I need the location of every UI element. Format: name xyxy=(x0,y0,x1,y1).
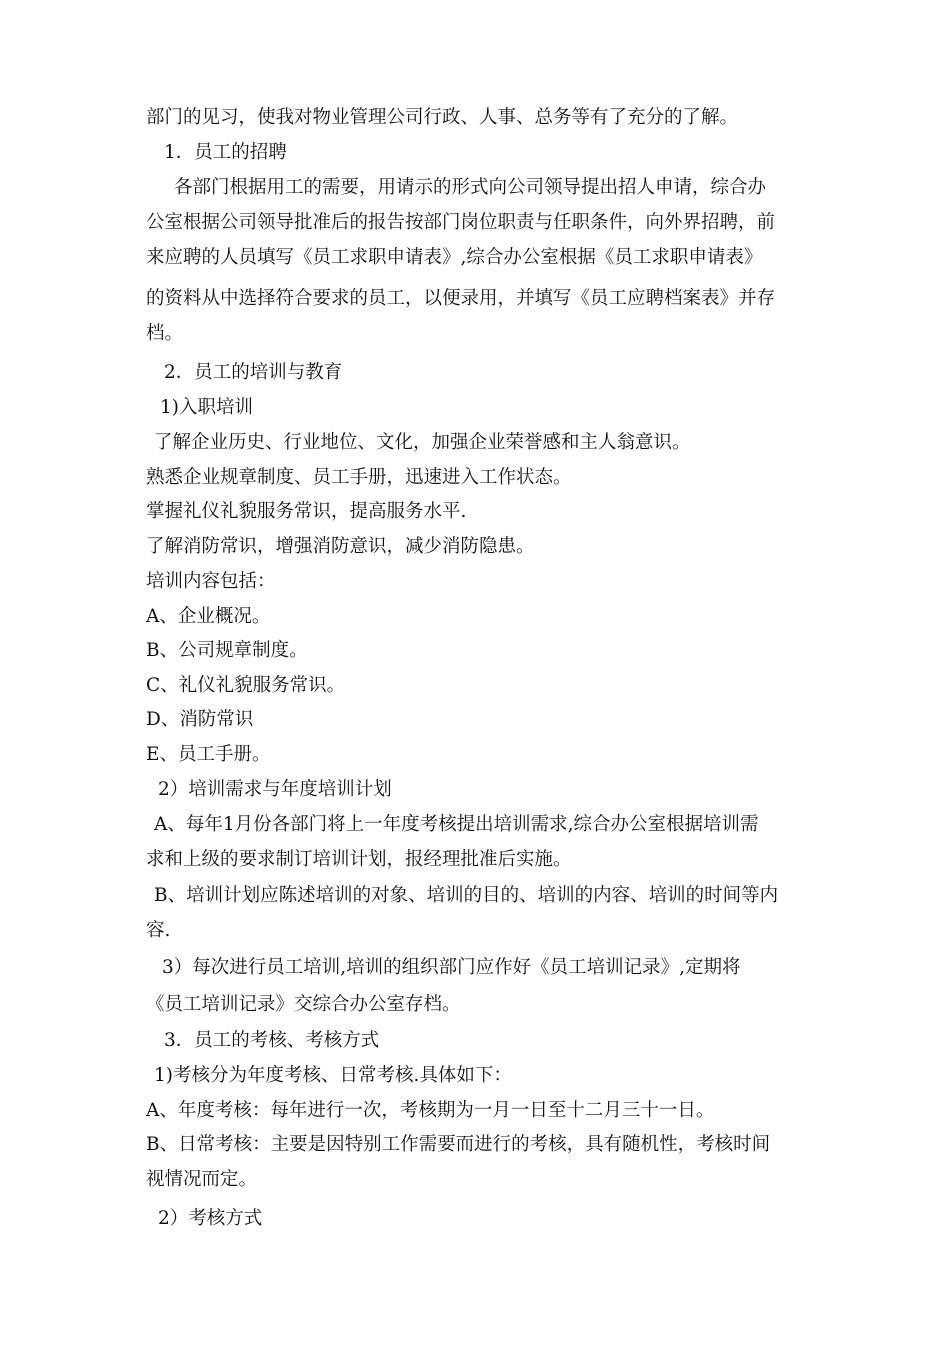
list-item: E、员工手册。 xyxy=(146,744,271,765)
paragraph-line: 《员工培训记录》交综合办公室存档。 xyxy=(146,994,461,1015)
paragraph-line: 掌握礼仪礼貌服务常识，提高服务水平. xyxy=(146,501,467,522)
paragraph-line: 来应聘的人员填写《员工求职申请表》,综合办公室根据《员工求职申请表》 xyxy=(146,247,763,268)
subsection-heading: 1)考核分为年度考核、日常考核.具体如下： xyxy=(154,1065,512,1086)
list-item: B、日常考核：主要是因特别工作需要而进行的考核，具有随机性，考核时间 xyxy=(146,1134,771,1155)
paragraph-line: 容. xyxy=(146,920,171,941)
paragraph-line: 3）每次进行员工培训,培训的组织部门应作好《员工培训记录》,定期将 xyxy=(162,957,741,978)
paragraph-line: A、每年1月份各部门将上一年度考核提出培训需求,综合办公室根据培训需 xyxy=(154,814,759,835)
subsection-heading: 1)入职培训 xyxy=(160,397,253,418)
paragraph-line: 档。 xyxy=(146,323,184,344)
paragraph-line: 培训内容包括： xyxy=(146,571,276,592)
subsection-heading: 2）考核方式 xyxy=(158,1208,263,1229)
section-heading: 2．员工的培训与教育 xyxy=(164,362,343,383)
paragraph-line: 的资料从中选择符合要求的员工，以便录用，并填写《员工应聘档案表》并存 xyxy=(146,288,776,309)
paragraph-line: 部门的见习，使我对物业管理公司行政、人事、总务等有了充分的了解。 xyxy=(146,107,739,128)
paragraph-line: 公室根据公司领导批准后的报告按部门岗位职责与任职条件，向外界招聘，前 xyxy=(146,212,776,233)
paragraph-line: 了解企业历史、行业地位、文化，加强企业荣誉感和主人翁意识。 xyxy=(154,432,691,453)
list-item: A、年度考核：每年进行一次，考核期为一月一日至十二月三十一日。 xyxy=(146,1100,715,1121)
list-item: D、消防常识 xyxy=(146,709,254,730)
paragraph-line: 熟悉企业规章制度、员工手册，迅速进入工作状态。 xyxy=(146,467,572,488)
paragraph-line: 求和上级的要求制订培训计划，报经理批准后实施。 xyxy=(146,849,572,870)
section-heading: 1．员工的招聘 xyxy=(164,142,287,163)
list-item: B、公司规章制度。 xyxy=(146,640,308,661)
list-item: A、企业概况。 xyxy=(146,606,271,627)
paragraph-line: B、培训计划应陈述培训的对象、培训的目的、培训的内容、培训的时间等内 xyxy=(154,885,779,906)
subsection-heading: 2）培训需求与年度培训计划 xyxy=(158,779,392,800)
list-item: C、礼仪礼貌服务常识。 xyxy=(146,675,346,696)
paragraph-line: 各部门根据用工的需要，用请示的形式向公司领导提出招人申请，综合办 xyxy=(174,177,767,198)
section-heading: 3．员工的考核、考核方式 xyxy=(164,1030,380,1051)
paragraph-line: 了解消防常识，增强消防意识，减少消防隐患。 xyxy=(146,536,535,557)
paragraph-line: 视情况而定。 xyxy=(146,1169,258,1190)
